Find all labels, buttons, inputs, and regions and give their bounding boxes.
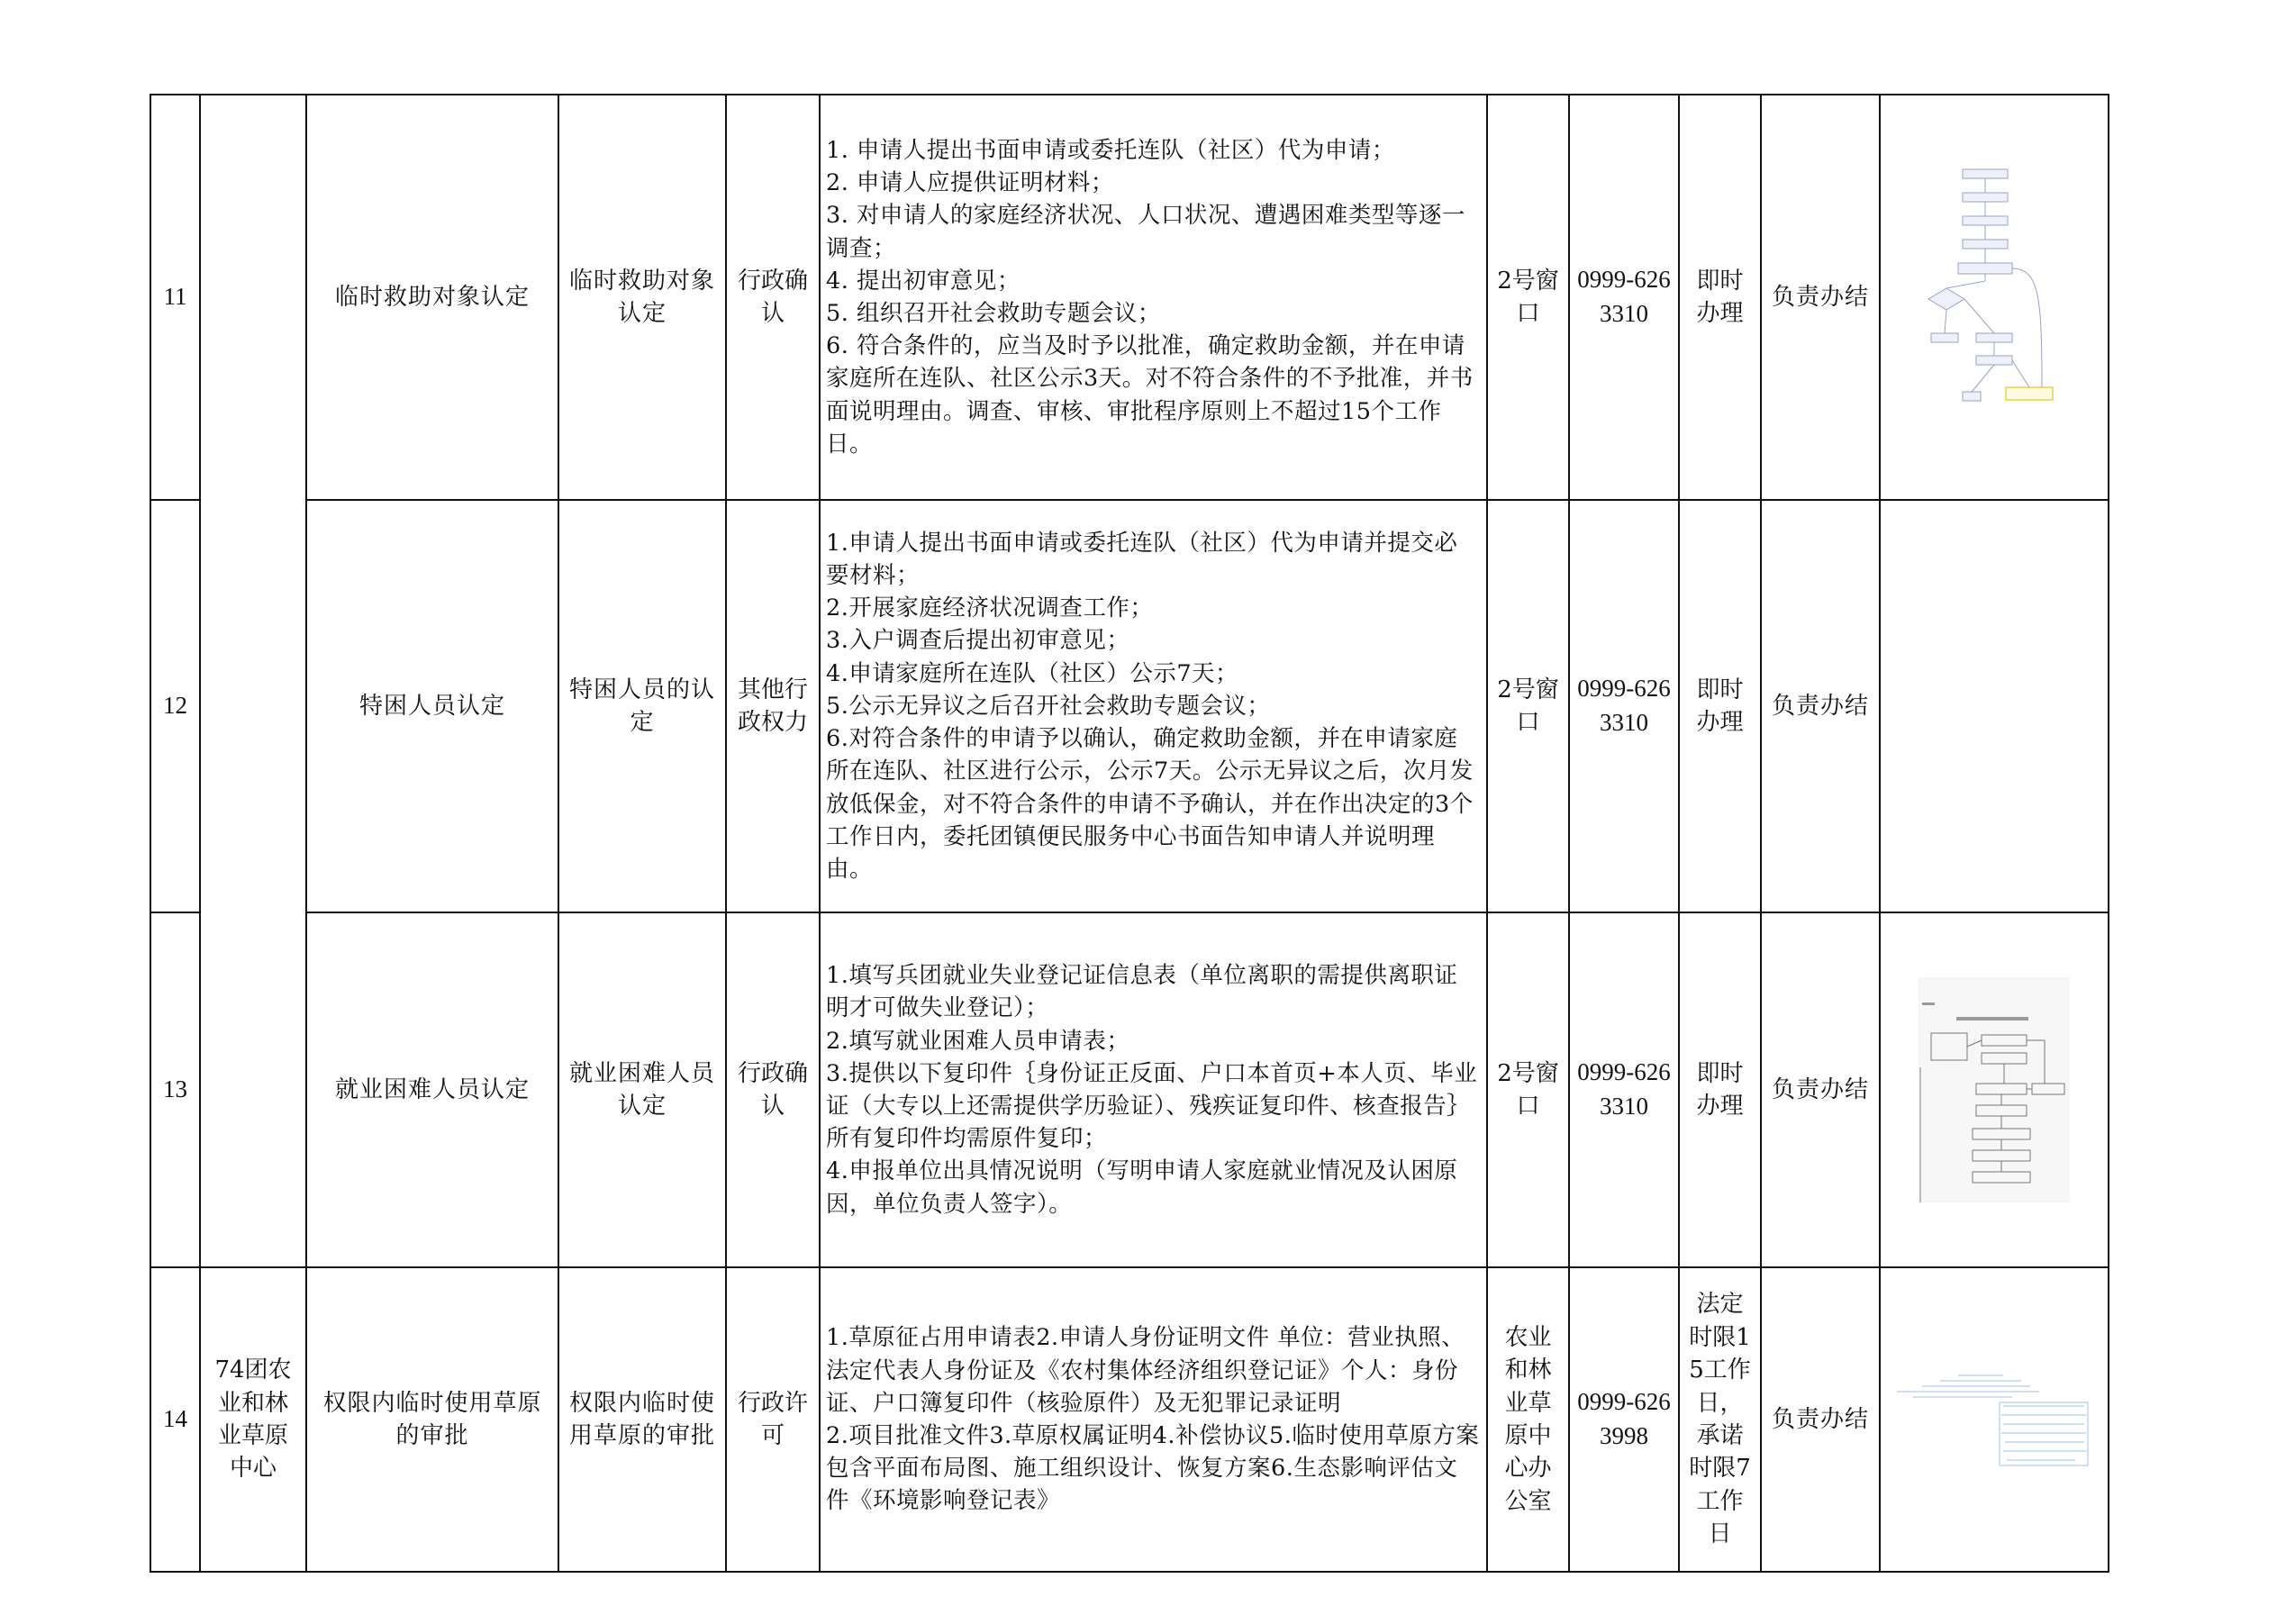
procedure-step: 3. 对申请人的家庭经济状况、人口状况、遭遇困难类型等逐一调查； xyxy=(826,202,1465,262)
flowchart-vertical-icon xyxy=(1927,162,2062,432)
contact-phone: 0999-6263998 xyxy=(1569,1267,1679,1572)
item-name: 特困人员认定 xyxy=(306,500,558,912)
procedure-step: 4. 提出初审意见； xyxy=(826,267,1021,295)
result-status: 负责办结 xyxy=(1761,95,1880,500)
result-status: 负责办结 xyxy=(1761,1267,1880,1572)
procedure-step: 5.公示无异议之后召开社会救助专题会议； xyxy=(826,692,1271,720)
time-limit: 即时办理 xyxy=(1679,912,1761,1267)
item-name: 临时救助对象认定 xyxy=(306,95,558,500)
procedure-cell xyxy=(820,912,1487,1267)
sub-item-name: 权限内临时使用草原的审批 xyxy=(558,1267,726,1572)
sub-item-name: 特困人员的认定 xyxy=(558,500,726,912)
contact-phone: 0999-6263310 xyxy=(1569,500,1679,912)
contact-phone: 0999-6263310 xyxy=(1569,912,1679,1267)
result-status: 负责办结 xyxy=(1761,500,1880,912)
item-category: 其他行政权力 xyxy=(726,500,820,912)
procedure-step: 3.提供以下复印件｛身份证正反面、户口本首页+本人页、毕业证（大专以上还需提供学历验证）、残疾证复印件、核查报告｝所有复印件均需原件复印； xyxy=(826,1059,1478,1153)
flowchart-cell xyxy=(1880,95,2109,500)
procedure-cell xyxy=(820,500,1487,912)
procedure-step: 4.申报单位出具情况说明（写明申请人家庭就业情况及认困原因，单位负责人签字）。 xyxy=(826,1157,1458,1218)
service-window: 2号窗口 xyxy=(1487,500,1569,912)
item-category: 行政许可 xyxy=(726,1267,820,1572)
procedure-step: 1.草原征占用申请表2.申请人身份证明文件 单位：营业执照、法定代表人身份证及《农村集体经济组织登记证》个人：身份证、户口簿复印件（核验原件）及无犯罪记录证明 xyxy=(826,1324,1465,1417)
procedure-step: 2.填写就业困难人员申请表； xyxy=(826,1027,1130,1055)
item-category: 行政确认 xyxy=(726,95,820,500)
table-row xyxy=(150,912,2109,1267)
flowchart-cell xyxy=(1880,500,2109,912)
procedure-cell xyxy=(820,1267,1487,1572)
sub-item-name: 临时救助对象认定 xyxy=(558,95,726,500)
service-window: 2号窗口 xyxy=(1487,912,1569,1267)
service-window: 2号窗口 xyxy=(1487,95,1569,500)
department-cell: 74团农业和林业草原中心 xyxy=(200,1267,306,1572)
flowchart-cell xyxy=(1880,912,2109,1267)
row-index: 14 xyxy=(150,1267,200,1572)
row-index: 11 xyxy=(150,95,200,500)
service-items-table xyxy=(150,94,2109,1573)
procedure-step: 1. 申请人提出书面申请或委托连队（社区）代为申请； xyxy=(826,136,1395,164)
contact-phone: 0999-6263310 xyxy=(1569,95,1679,500)
row-index: 13 xyxy=(150,912,200,1267)
flowchart-scan-icon xyxy=(1919,977,2070,1202)
time-limit: 即时办理 xyxy=(1679,500,1761,912)
time-limit: 法定时限15工作日，承诺时限7工作日 xyxy=(1679,1267,1761,1572)
procedure-step: 6.对符合条件的申请予以确认，确定救助金额，并在申请家庭所在连队、社区进行公示，公示7天。公示无异议之后，次月发放低保金，对不符合条件的申请不予确认，并在作出决定的3个工作日内，委托团镇便民服务中心书面告知申请人并说明理由。 xyxy=(826,725,1474,883)
procedure-step: 6. 符合条件的，应当及时予以批准，确定救助金额，并在申请家庭所在连队、社区公示3天。对不符合条件的不予批准，并书面说明理由。调查、审核、审批程序原则上不超过15个工作日。 xyxy=(826,332,1474,458)
procedure-step: 1.填写兵团就业失业登记证信息表（单位离职的需提供离职证明才可做失业登记）； xyxy=(826,962,1458,1022)
procedure-step: 2.项目批准文件3.草原权属证明4.补偿协议5.临时使用草原方案包含平面布局图、施工组织设计、恢复方案6.生态影响评估文件《环境影响登记表》 xyxy=(826,1422,1480,1515)
item-name: 就业困难人员认定 xyxy=(306,912,558,1267)
result-status: 负责办结 xyxy=(1761,912,1880,1267)
department-cell xyxy=(200,95,306,1267)
table-row xyxy=(150,95,2109,500)
flowchart-blue-icon xyxy=(1895,1370,2093,1469)
procedure-cell xyxy=(820,95,1487,500)
procedure-step: 1.申请人提出书面申请或委托连队（社区）代为申请并提交必要材料； xyxy=(826,529,1458,590)
time-limit: 即时办理 xyxy=(1679,95,1761,500)
item-name: 权限内临时使用草原的审批 xyxy=(306,1267,558,1572)
procedure-step: 5. 组织召开社会救助专题会议； xyxy=(826,300,1161,327)
table-row xyxy=(150,1267,2109,1572)
sub-item-name: 就业困难人员认定 xyxy=(558,912,726,1267)
procedure-step: 2.开展家庭经济状况调查工作； xyxy=(826,594,1154,622)
row-index: 12 xyxy=(150,500,200,912)
service-window: 农业和林业草原中心办公室 xyxy=(1487,1267,1569,1572)
procedure-step: 4.申请家庭所在连队（社区）公示7天； xyxy=(826,659,1239,687)
item-category: 行政确认 xyxy=(726,912,820,1267)
flowchart-cell xyxy=(1880,1267,2109,1572)
procedure-step: 2. 申请人应提供证明材料； xyxy=(826,169,1114,197)
procedure-step: 3.入户调查后提出初审意见； xyxy=(826,627,1130,655)
table-row xyxy=(150,500,2109,912)
